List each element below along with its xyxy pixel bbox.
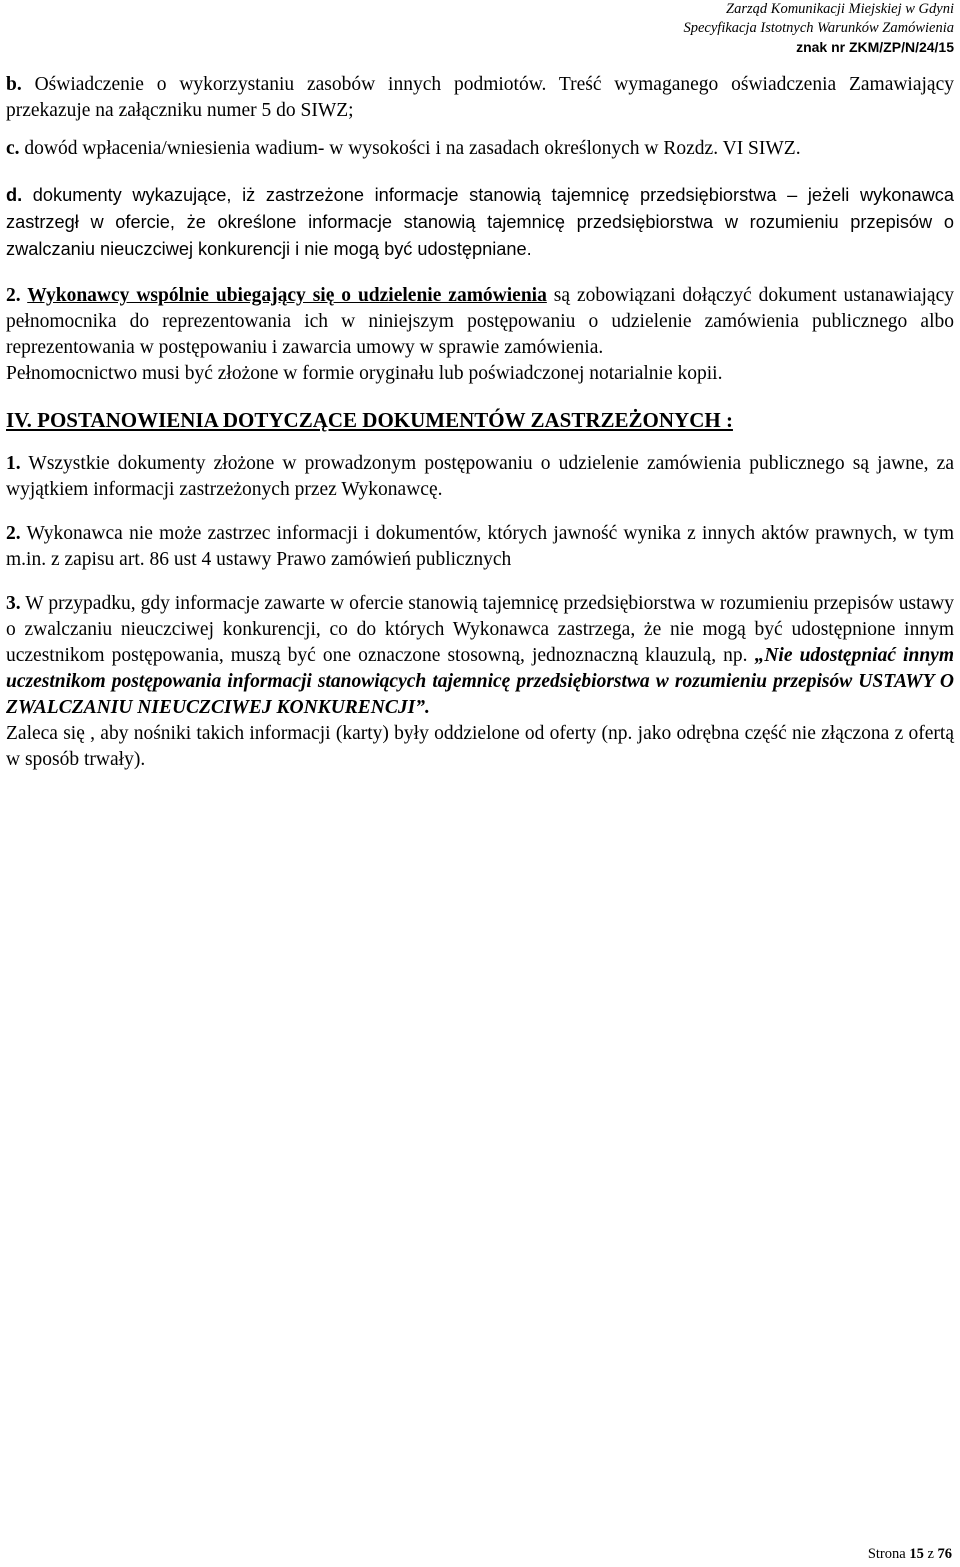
section-item-1-text: Wszystkie dokumenty złożone w prowadzonym postępowaniu o udzielenie zamówienia publicznego są jawne, za wyjątkiem informacji zastrzeżonych przez Wykonawcę. [6, 453, 954, 500]
header-organization: Zarząd Komunikacji Miejskiej w Gdyni [726, 1, 954, 17]
footer-total-pages: 76 [937, 1546, 952, 1562]
item-b [6, 72, 954, 124]
item-b-text: Oświadczenie o wykorzystaniu zasobów innych podmiotów. Treść wymaganego oświadczenia Zamawiający przekazuje na załączniku numer 5 do SIWZ; [6, 74, 954, 121]
paragraph-2-text: są zobowiązani dołączyć dokument ustanawiający pełnomocnika do reprezentowania ich w niniejszym postępowaniu o udzielenie zamówienia publicznego albo reprezentowania w postępowaniu i zawarcia umowy w sprawie zamówienia. [6, 285, 954, 358]
paragraph-2-bold: Wykonawcy wspólnie ubiegający się o udzielenie zamówienia [27, 285, 547, 306]
item-b-label: b. [6, 74, 22, 95]
section-item-2-text: Wykonawca nie może zastrzec informacji i dokumentów, których jawność wynika z innych aktów prawnych, w tym m.in. z zapisu art. 86 ust 4 ustawy Prawo zamówień publicznych [6, 523, 954, 570]
section-item-2 [6, 521, 954, 573]
footer-separator: z [923, 1546, 938, 1562]
section-item-1 [6, 451, 954, 503]
section-item-3-quote: „Nie udostępniać innym uczestnikom postępowania informacji stanowiących tajemnicę przedsiębiorstwa w rozumieniu przepisów USTAWY O ZWALCZANIU NIEUCZCIWEJ KONKURENCJI”. [6, 645, 954, 718]
page-footer [868, 1546, 952, 1563]
item-d-label: d. [6, 185, 23, 205]
section-heading: IV. POSTANOWIENIA DOTYCZĄCE DOKUMENTÓW ZASTRZEŻONYCH : [6, 408, 733, 432]
paragraph-2 [6, 283, 954, 361]
item-d-text: dokumenty wykazujące, iż zastrzeżone informacje stanowią tajemnicę przedsiębiorstwa – jeżeli wykonawca zastrzegł w ofercie, że określone informacje stanowią tajemnicę przedsiębiorstwa w rozumieniu przepisów o zwalczaniu nieuczciwej konkurencji i nie mogą być udostępniane. [6, 185, 954, 259]
paragraph-2-number: 2. [6, 285, 28, 306]
footer-page-number: 15 [909, 1546, 924, 1562]
section-item-3-number: 3. [6, 593, 21, 614]
item-c-text: dowód wpłacenia/wniesienia wadium- w wysokości i na zasadach określonych w Rozdz. VI SIWZ. [19, 138, 801, 159]
section-item-3 [6, 591, 954, 721]
item-c [6, 136, 954, 162]
paragraph-2-extra: Pełnomocnictwo musi być złożone w formie oryginału lub poświadczonej notarialnie kopii. [6, 363, 723, 384]
header-specification: Specyfikacja Istotnych Warunków Zamówienia [683, 20, 954, 36]
footer-prefix: Strona [867, 1546, 910, 1562]
section-item-1-number: 1. [6, 453, 21, 474]
item-c-label: c. [6, 138, 20, 159]
header-reference: znak nr ZKM/ZP/N/24/15 [796, 39, 954, 55]
section-item-3-extra: Zaleca się , aby nośniki takich informacji (karty) były oddzielone od oferty (np. jako odrębna część nie złączona z ofertą w sposób trwały). [6, 723, 954, 770]
item-d [6, 182, 954, 263]
page-header [684, 0, 955, 57]
section-item-2-number: 2. [6, 523, 21, 544]
document-body [6, 72, 954, 773]
section-item-3-text: W przypadku, gdy informacje zawarte w ofercie stanowią tajemnicę przedsiębiorstwa w rozumieniu przepisów ustawy o zwalczaniu nieuczciwej konkurencji, co do których Wykonawca zastrzega, że nie mogą być udostępnione innym uczestnikom postępowania, muszą być one oznaczone stosowną, jednoznaczną klauzulą, np. [6, 593, 954, 666]
